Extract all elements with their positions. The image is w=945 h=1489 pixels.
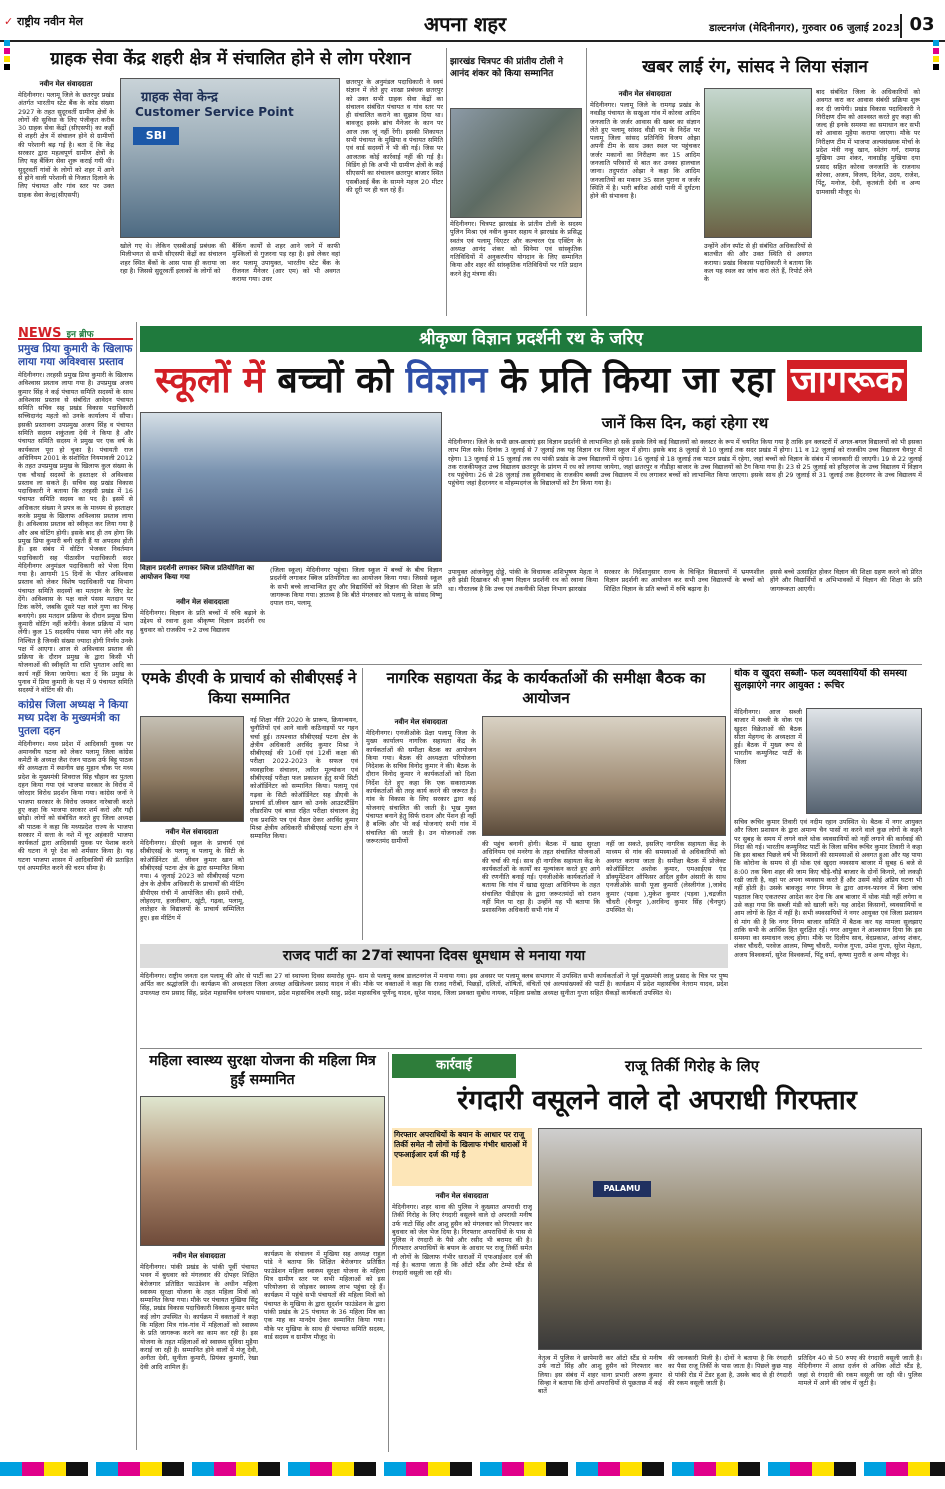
top-story-col4: छतरपुर के अनुमंडल पदाधिकारी ने स्वयं संज्ञान में लेते हुए शाखा प्रबंधक छतरपुर को उक्त सभी ग्राहक सेवा केंद्रों का संचालन संबंधित पंचायत व गांव स्तर पर ही संचालित कराने का सुझाव दिया था। बावजूद इसके ब्रांच मैनेजर के कान पर आज तक जूं नहीं रेंगी। इसकी शिकायत सभी पंचायत के मुखिया व पंचायत समिति एवं वार्ड सदस्यों ने भी की गई। जिस पर आजतक कोई कार्रवाई नहीं की गई है। विडिंग हो कि अभी भी ग्रामीण क्षेत्रों के कई सीएसपी का संचालन छतरपुर बाजार स्थित एसबीआई बैंक के सामने महज 20 मीटर की दूरी पर ही चल रहे हैं। xyxy=(346,78,443,194)
crime-subhead xyxy=(392,1128,532,1186)
color-col1: मेदिनीनगर। पलामू जिले के रामगढ़ प्रखंड के नवडीह पंचायत के सखुआ गांव में कोरवा आदिम जनजाति के जर्जर आवास की खबर का संज्ञान लेते हुए पलामू सांसद वीडी राम के निर्देश पर पलामू जिला सांसद प्रतिनिधि विजय ओझा अपनी टीम के साथ उक्त स्थल पर पहुंचकर जर्जर मकानों का निरीक्षण कर 15 आदिम जनजाति परिवारों से बात कर उनका हालचाल जाना। तदुपरांत ओझा ने कहा कि आदिम जनजातियों का मकान 35 साल पुराना व जर्जर स्थिति में है। भारी बारिश आंधी पानी में दुर्घटना होने की संभावना है। xyxy=(590,101,700,201)
traders-text1: मेदिनीनगर। आज सब्जी बाजार में सब्जी के थोक एवं खुदरा विक्रेताओं की बैठक सीता मेहगन्द के अध्यक्षता में हुई। बैठक में मुख्य रूप से भारतीय कम्युनिस्ट पार्टी के जिला xyxy=(734,708,802,766)
brief2-text: मेदिनीनगर। मध्य प्रदेश में आदिवासी युवक पर अमानवीय घटना को लेकर पलामू जिला कांग्रेस कमेटी के अध्यक्ष जैश रंजन पाठक उर्फ बिट्टू पाठक की अध्यक्षता में स्थानीय छह मुहान चौक पर मध्य प्रदेश के मुख्यमंत्री शिवराज सिंह चौहान का पुतला दहन किया गया एवं भाजपा सरकार के विरोध में जोरदार विरोध प्रदर्शन किया गया। कांग्रेस जनों ने भाजपा सरकार के विरोध जमकर नारेबाजी करते हुए कहा कि भाजपा सरकार शर्म करो और गद्दी छोड़ो। लोगों को संबोधित करते हुए जिला अध्यक्ष श्री पाठक ने कहा कि मध्यप्रदेश राज्य के भाजपा सरकार में सत्ता के नशे में चूर अहंकारी भाजपा कार्यकर्ता द्वारा आदिवासी युवक पर पेशाब करने की घटना ने पूरे देश को शर्मसार किया है। यह घटना भाजपा शासन में आदिवासियों की प्रताड़ित एवं अपमानित करने की चरम सीमा है। xyxy=(18,739,133,873)
civic-col3: नहीं जा सकते, इसलिए नागरिक सहायता केंद्र के माध्यम से गांव की समस्याओं से अधिकारियों को अवगत कराया जाता है। समीक्षा बैठक में प्रोजेक्ट कोऑर्डिनेटर अशोक कुमार, एमआईएस एंड डॉक्यूमेंटेशन ऑफिसर अदिल हुसैन अंसारी के साथ एनजीओके साथी पूजा कुमारी (लेस्लीगंज ),जावेद कुमार (पड़वा ),मुकेश कुमार (पड़वा ),चद्रजीत चौधरी (चैनपुर ),अरविन्द कुमार सिंह (चैनपुर) उपस्थित थे। xyxy=(606,840,726,915)
mahila-photo xyxy=(140,1096,385,1246)
crime-kicker: राजू तिर्की गिरोह के लिए xyxy=(624,1057,760,1075)
mahila-col1: मेदिनीनगर। पांकी प्रखंड के पांकी पूर्वी पंचायत भवन में बुधवार को मंगलवार की दोपहर शिक्षित बेरोजगार प्रतिष्ठित फाउंडेशन के अधीन महिला स्वास्थ्य सुरक्षा योजना के तहत महिला मित्रों को सम्मानित किया गया। मौके पर पंचायत मुखिया सिंटू सिंह, प्रखंड विकास पदाधिकारी विकास कुमार समेत कई लोग उपस्थित थे। कार्यक्रम में वक्ताओं ने कहा कि महिला मित्र गांव-गांव में महिलाओं को स्वास्थ्य के प्रति जागरूक करने का काम कर रही है। इस योजना के तहत महिलाओं को स्वास्थ्य सुविधा मुहैया कराई जा रही है। सम्मानित होने वालों में मंजू देवी, अनीता देवी, सुनीता कुमारी, प्रियंका कुमारी, रेखा देवी आदि शामिल हैं। xyxy=(140,1263,258,1371)
mk-dav-headline: एमके डीएवी के प्राचार्य को सीबीएसई ने किया सम्मानित xyxy=(141,669,357,707)
schedule-title: जानें किस दिन, कहां रहेगा रथ xyxy=(601,414,769,432)
byline: नवीन मेल संवाददाता xyxy=(618,90,672,98)
top-story-col2: खोले गए थे। लेकिन एसबीआई प्रबंधक की मिलीभगत से सभी सीएसपी केंद्रों का संचालन शहर स्थित बैंकों के आस पास ही कराया जा रहा है। जिससे सुदूरवर्ती इलाकों के लोगों को xyxy=(120,242,226,275)
byline: नवीन मेल संवाददाता xyxy=(172,1252,226,1260)
crime-tag-text: कार्रवाई xyxy=(436,1058,472,1073)
brand-name: राष्ट्रीय नवीन मेल xyxy=(17,15,83,28)
village-photo xyxy=(704,88,812,238)
honor-story xyxy=(450,56,582,318)
science-banner xyxy=(140,326,922,352)
headline-part3: को xyxy=(356,360,406,401)
civic-headline: नागरिक सहायता केंद्र के कार्यकर्ताओं की समीक्षा बैठक का आयोजन xyxy=(386,669,706,707)
science-col4: सरकार के निर्देशानुसार राज्य के चिन्हित विद्यालयों में भ्रमणशील विज्ञान प्रदर्शनी का आयोजन कर सभी उच्च विद्यालयों के बच्चों को शिक्षित विज्ञान के प्रति बच्चों में रुचि बढ़ाना है। xyxy=(604,568,764,593)
print-registration-marks-right xyxy=(933,40,941,1450)
palamu-badge: PALAMU xyxy=(593,1181,651,1197)
crime-photo-text: नेतृत्व में पुलिस ने छापेमारी कर ऑटो स्टैंड से मनीष उर्फ नाटो सिंह और आशु हुसैन को गिरफ्तार कर लिया। इस संबंध में शहर थाना प्रभारी अरुण कुमार सिन्हा ने बताया कि दोनों अपराधियों से पूछताछ में कई बातें xyxy=(538,1354,662,1396)
civic-col2: की पहुंच बनानी होगी। बैठक में खाद्य सुरक्षा अधिनियम एवं मनरेगा के तहत संचालित योजनाओं की चर्चा की गई। साथ ही नागरिक सहायता केंद्र के कार्यकर्ताओं के कार्यों का मूल्यांकन करते हुए आगे की रणनीति बनाई गई। एनजीओके कार्यकर्ताओं ने बताया कि गांव में खाद्य सुरक्षा अधिनियम के तहत संचालित पीडीएस के द्वारा जरूरतमंदों को राशन नहीं मिल पा रहा है। उन्होंने यह भी बताया कि प्रशासनिक अधिकारी सभी गांव में xyxy=(482,840,600,915)
color-story xyxy=(590,56,920,318)
crime-headline: रंगदारी वसूलने वाले दो अपराधी गिरफ्तार xyxy=(457,1085,857,1116)
headline-part2: बच्चों xyxy=(277,360,357,401)
rjd-story xyxy=(140,944,728,1044)
mk-dav-story xyxy=(140,668,358,940)
color-col2: उन्होंने ऑन स्पॉट से ही संबंधित अधिकारियों से बातचीत की और उक्त स्थिति से अवगत कराया। प्रखंड विकास पदाधिकारी ने बताया कि कल यह स्थल का जांच करा लेते हैं, रिपोर्ट लेने के xyxy=(704,242,812,284)
top-story-col1: मेदिनीनगर। पलामू जिले के छतरपुर प्रखंड अंतर्गत भारतीय स्टेट बैंक के कोड संख्या 2927 के तहत सुदूरवर्ती ग्रामीण क्षेत्रों के लोगों की सुविधा के लिए पंजीकृत करीब 30 ग्राहक सेवा केंद्रों (सीएसपी) का कहीं से शहरी क्षेत्र में संचालन होने से ग्रामीणों की परेशानी बढ़ गई है। बता दें कि केंद्र सरकार द्वारा महत्वपूर्ण ग्रामीण क्षेत्रों के लिए यह बैंकिंग सेवा शुरू कराई गयी थी। सुदूरवर्ती गांवों के लोगों को शहर में आने से होने वाली परेशानी से निजात दिलाने के लिए पंचायत और गांव स्तर पर उक्त ग्राहक सेवा केन्द्र(सीएसपी) xyxy=(18,91,114,199)
honor-headline: झारखंड चित्रपट की प्रांतीय टोली ने आनंद शंकर को किया सम्मानित xyxy=(450,57,563,79)
top-story-col3: बैंकिंग कार्यों से शहर आने जाने में काफी मुश्किलों से गुजरना पड़ रहा है। इसे लेकर वहां कर पलामू उपायुक्त, भारतीय स्टेट बैंक के रीजनल मैनेजर (आर एम) को भी अवगत कराया गया। उधर xyxy=(232,242,340,284)
photo-sign-sbi: SBI xyxy=(133,127,179,145)
traders-story xyxy=(734,668,922,1044)
brief1-headline: प्रमुख प्रिया कुमारी के खिलाफ लाया गया अविश्वास प्रस्ताव xyxy=(18,343,133,368)
sbi-csp-photo xyxy=(120,78,340,238)
masthead xyxy=(0,0,945,42)
mk-dav-col2: नई शिक्षा नीति 2020 के प्रारूप, क्रियान्वयन, चुनौतियों एवं आने वाली कठिनाइयों पर गहन चर्चा हुई। तत्पश्चात सीबीएसई पटना क्षेत्र के क्षेत्रीय अधिकारी अरविंद कुमार मिश्रा ने सीबीएसई की 10वीं एवं 12वीं कक्षा की परीक्षा 2022-2023 के सफल एवं व्यवहारिक संचालन, त्वरित मूल्यांकन एवं सीबीएसई परीक्षा फल प्रकाशन हेतु सभी सिटी कोऑर्डिनेटर को सम्मानित किया। पलामू एवं गढ़वा के सिटी कोऑर्डिनेटर सह डीएवी के प्राचार्य डॉ.जीवन खान को उनके आउटस्टैंडिंग लीडरशिप एवं बाधा रहित परीक्षा संचालन हेतु एक प्रशस्ति पत्र एवं मैडल देकर अरविंद कुमार मिश्रा क्षेत्रीय अधिकारी सीबीएसई पटना क्षेत्र ने सम्मानित किया। xyxy=(250,716,358,841)
bird-icon: ✓ xyxy=(4,15,14,28)
civic-center-story xyxy=(366,668,726,940)
news-in-brief xyxy=(18,322,133,1450)
headline-part1: स्कूलों में xyxy=(155,360,278,401)
rjd-headline-bar xyxy=(140,944,728,968)
byline: नवीन मेल संवाददाता xyxy=(394,718,448,726)
byline: नवीन मेल संवाददाता xyxy=(39,80,93,88)
byline: नवीन मेल संवाददाता xyxy=(165,828,219,836)
crime-col1: मेदिनीनगर। शहर थाना की पुलिस ने कुख्यात अपराधी राजू तिर्की गिरोह के लिए रंगदारी वसूलने वाले दो अपराधी मनीष उर्फ नाटो सिंह और आशु हुसैन को मंगलवार को गिरफ्तार कर बुधवार को जेल भेज दिया है। गिरफ्तार अपराधियों के पास से पुलिस ने रंगदारी के पैसे और रसीद भी बरामद की है। गिरफ्तार अपराधियों के बयान के आधार पर राजू तिर्की समेत नौ लोगों के खिलाफ गंभीर धाराओं में एफआईआर दर्ज की गई है। बताया जाता है कि ऑटो स्टैंड और टेम्पो स्टैंड से रंगदारी वसूली जा रही थी। xyxy=(392,1203,532,1278)
rjd-text: मेदिनीनगर। राष्ट्रीय जनता दल पलामू की ओर से पार्टी का 27 वां स्थापना दिवस समारोह धूम- धाम से पलामू क्लब डालटनगंज में मनाया गया। इस अवसर पर पलामू क्लब सभागार में उपस्थित सभी कार्यकर्ताओं ने पूर्व मुख्यमंत्री लालू प्रसाद के चित्र पर पुष्प अर्पित कर श्रद्धांजलि दी। कार्यक्रम की अध्यक्षता जिला अध्यक्ष अखिलेश्वर प्रसाद यादव ने की। मौके पर वक्ताओं ने कहा कि राजद गरीबों, पिछड़ों, दलितों, शोषितों, वंचितों एवं अल्पसंख्यकों की पार्टी है। कार्यक्रम में प्रदेश महासचिव नेतराम यादव, प्रदेश उपाध्यक्ष राम प्रसाद सिंह, प्रदेश महासचिव धनंजय पासवान, प्रदेश महासचिव लक्ष्मी साहु, प्रदेश महासचिव पूर्णेन्दु यादव, सुरेश यादव, जिला प्रवक्ता सुबोध नायक, महिला प्रकोष्ठ अध्यक्ष सुनीता गुप्ता सहित सैकड़ों कार्यकर्ता उपस्थित थे। xyxy=(140,972,728,997)
crime-story xyxy=(392,1052,922,1452)
mahila-story xyxy=(140,1052,385,1452)
byline: नवीन मेल संवाददाता xyxy=(176,598,229,606)
color-bar xyxy=(0,1462,945,1476)
brief1-text: मेदिनीनगर। तरहसी प्रमुख प्रिया कुमारी के खिलाफ अविश्वास प्रस्ताव लाया गया है। उपप्रमुख अजय कुमार सिंह ने कई पंचायत समिति सदस्यों के साथ अविश्वास प्रस्ताव से संबंधित आवेदन पंचायत समिति सचिव सह प्रखंड विकास पदाधिकारी सच्चिदानंद महतो को उनके कार्यालय में सौंपा। इसकी प्रस्तावना उपप्रमुख अजय सिंह व पंचायत समिति सदस्य शकुंतला देवी ने किया है और पंचायत समिति सदस्य ने प्रमुख पर एक वर्ष के कार्यकाल पूरा हो चुका है। पंचायती राज अधिनियम 2001 के संशोधित नियमावली 2012 के तहत उपप्रमुख प्रमुख के खिलाफ कुल संख्या के एक चौथाई सदस्यों के हस्ताक्षर से अविश्वास प्रस्ताव ला सकते हैं। सचिव सह प्रखंड विकास पदाधिकारी ने बताया कि तरहसी प्रखंड में 16 पंचायत समिति सदस्य का पद है। इसमें से अधिकतर संख्या ने प्रपत्र क के माध्यम से हस्ताक्षर करके प्रमुख के खिलाफ अविश्वास प्रस्ताव लाया है। अविश्वास प्रस्ताव को स्वीकृत कर लिया गया है और अब वोटिंग होगी। इसके बाद ही तय होगा कि प्रमुख प्रिया कुमारी बनी रहती हैं या अपदस्थ होती हैं। इस संबंध में वोटिंग भेजकर निवर्तमान पदाधिकारी सह पीठासीन पदाधिकारी सदर मेदिनीनगर अनुमंडल पदाधिकारी को भेजा दिया गया है। आगामी 15 दिनों के भीतर अविश्वास प्रस्ताव को लेकर विशेष पदाधिकारी पद्य विभाग पंचायत समिति सदस्यों का मतदान के लिए डेट देंगे। अविश्वास के पक्ष वाले पंसस मतदान पर टिक करेंगे, जबकि दूसरे पक्ष वाले गुणा का चिन्ह बनाएंगे। इस मतदान प्रक्रिया के दौरान प्रमुख प्रिया कुमारी वोटिंग नहीं करेंगी। केवल प्रक्रिया में भाग लेंगी। कुल 15 सदस्यीय पंसस भाग लेंगे और यह निश्चित है जिनकी संख्या ज्यादा होगी निर्णय उनके पक्ष में आएगा। आज से अविश्वास प्रस्ताव की प्रक्रिया के दौरान प्रमुख के द्वारा किसी भी योजनाओं की स्वीकृति या राशि भुगतान आदि का कार्य नहीं किया जायेगा। बता दें कि प्रमुख के पुनाव में प्रिया कुमारी के पक्ष में 9 पंचायत समिति सदस्यों ने वोटिंग की थी। xyxy=(18,371,133,695)
honor-photo xyxy=(450,108,582,218)
science-col1: मेदिनीनगर। विज्ञान के प्रति बच्चों में रुचि बढ़ाने के उद्देश्य से रवाना हुआ श्रीकृष्ण विज्ञान प्रदर्शनी रथ बुधवार को राजकीय +2 उच्च विद्यालय xyxy=(140,609,265,634)
schedule-box xyxy=(448,412,922,554)
print-registration-marks xyxy=(4,40,12,1450)
crime-col3: प्रतिदिन 40 से 50 रुपए की रंगदारी वसूली जाती है। मेदिनीनगर में आधा दर्जन से अधिक ऑटो स्टैंड है, जहां से रंगदारी की रकम वसूली जा रही थी। पुलिस मामले में आगे की जांच में जुटी है। xyxy=(798,1354,922,1387)
brand-logo xyxy=(4,14,164,34)
science-col2: (जिला स्कूल) मेदिनीनगर पहुंचा। जिला स्कूल में बच्चों के बीच विज्ञान प्रदर्शनी लगाकर क्विज प्रतियोगिता का आयोजन किया गया। जिससे स्कूल के सभी बच्चे लाभान्वित हुए और विद्यार्थियों को विज्ञान की शिक्षा के प्रति जागरूक किया गया। ज्ञातव्य है कि बीते मंगलवार को पलामू के सांसद विष्णु दयाल राम, पलामू xyxy=(270,566,442,608)
page-number: 03 xyxy=(900,14,942,38)
traders-headline: थोक व खुदरा सब्जी- फल व्यवसायियों की समस्या सुलझाएंगे नगर आयुक्त : रूचिर xyxy=(734,668,907,691)
crime-tag xyxy=(392,1054,516,1078)
top-story xyxy=(18,48,443,318)
section-title: अपना शहर xyxy=(423,12,507,36)
crime-photo xyxy=(538,1128,922,1350)
mk-dav-col1: मेदिनीनगर। डीएवी स्कूल के प्राचार्य एवं सीबीएसई के पलामू व पलामू के सिटी के कोऑर्डिनेटर डॉ. जीवन कुमार खान को सीबीएसई पटना क्षेत्र के द्वारा सम्मानित किया गया। 4 जुलाई 2023 को सीबीएसई पटना क्षेत्र के क्षेत्रीय अधिकारी के प्राचार्यों की मीटिंग डीपीएस रांची में आयोजित की। इसमें रांची, लोहरदगा, हजारीबाग, खूंटी, गढ़वा, पलामू, लातेहार के विद्यालयों के प्राचार्य सम्मिलित हुए। इस मीटिंग में xyxy=(140,839,244,922)
science-col5: इससे बच्चे उत्साहित होकर विज्ञान की शिक्षा ग्रहण करने को प्रेरित होंगे और विद्यार्थियों व अभिभावकों में विज्ञान की शिक्षा के प्रति जागरूकता आएगी। xyxy=(770,568,922,593)
crime-col2: की जानकारी मिली है। दोनों ने बताया है कि रंगदारी का पैसा राजू तिर्की के पास जाता है। पिछले कुछ माह से पांकी रोड में टेंडर हुआ है, उसके बाद से ही रंगदारी की रकम वसूली जाती है। xyxy=(668,1354,792,1387)
science-headline xyxy=(140,356,922,408)
banner-text: श्रीकृष्ण विज्ञान प्रदर्शनी रथ के जरिए xyxy=(419,329,643,349)
color-col3: बाद संबंधित जिला के अधिकारियों को अवगत करा कर आवास संबंधी प्रक्रिया शुरू कर दी जायेगी। प्रखंड विकास पदाधिकारी ने निरीक्षण दीम को आश्वस्त करते हुए कहा की जल्द ही इनके समस्या का समाधान कर सभी को आवास मुहैया कराया जाएगा। मौके पर निरीक्षण टीम में भाजपा अल्पसंख्यक मोर्चा के प्रदेश मंत्री नन्हू खान, स्वेतंग गर्ग, रामगढ़ मुखिया उमा शंकर, नावाडीह मुखिया दया प्रसाद सहित कोरवा जनजाति के राजनाथ कोरवा, अजय, विजय, दिनेश, उदय, राजेश, पिंटू, मनोज, देवी, कृतवंती देवी व अन्य ग्रामवासी मौजूद थे। xyxy=(816,88,920,196)
photo-sign-english: Customer Service Point xyxy=(135,105,294,119)
civic-meeting-photo xyxy=(482,716,726,836)
top-story-headline: ग्राहक सेवा केंद्र शहरी क्षेत्र में संचालित होने से लोग परेशान xyxy=(50,49,411,69)
photo-sign-hindi: ग्राहक सेवा केन्द्र xyxy=(141,90,218,105)
civic-col1: मेदिनीनगर। एनजीओके प्रेक्षा पलामू जिला के मुख्य कार्यालय नागरिक सहायता केंद्र के कार्यकर्ताओं की समीक्षा बैठक का आयोजन किया गया। बैठक की अध्यक्षता परियोजना निदेशक के सचिव विनोद कुमार ने की। बैठक के दौरान विनोद कुमार ने कार्यकर्ताओं को दिशा निर्देश देते हुए कहा कि एक सकारात्मक कार्यकर्ताओं की तरह कार्य करने की जरूरत है। गांव के विकास के लिए सरकार द्वारा कई योजनाएं संचालित की जाती है। भूख मुक्त पंचायत बनाने हेतु सिर्फ राशन और पेंशन ही नहीं है बल्कि और भी कई योजनाएं सभी गांव में संचालित की जाती है। उन योजनाओं तक जरूरतमंद ग्रामीणों xyxy=(366,729,476,845)
science-photo-caption: विज्ञान प्रदर्शनी लगाकर क्विज प्रतियोगिता का आयोजन किया गया xyxy=(140,564,255,581)
mahila-headline: महिला स्वास्थ्य सुरक्षा योजना की महिला मित्र हुईं सम्मानित xyxy=(149,1053,376,1088)
mahila-col2: कार्यक्रम के संचालन में मुखिया सह अध्यक्ष राहुल पांडे ने बताया कि शिक्षित बेरोजगार प्रतिष्ठित फाउंडेशन महिला स्वास्थ्य सुरक्षा योजना के महिला मित्र ग्रामीण स्तर पर सभी महिलाओं को इस परियोजना से जोड़कर स्वास्थ्य लाभ पहुंचा रहे हैं। कार्यक्रम में पहुंचे सभी पंचायतों की महिला मित्रों को पंचायत के मुखिया के द्वारा सुदर्शन फाउंडेशन के द्वारा पांकी प्रखंड के 25 पंचायत के 36 महिला मित्र का एक माह का मानदेय देकर सम्मानित किया गया। मौके पर मुखिया के साथ ही पंचायत समिति सदस्य, वार्ड सदस्य व ग्रामीण मौजूद थे। xyxy=(264,1250,385,1341)
brief2-headline: कांग्रेस जिला अध्यक्ष ने किया मध्य प्रदेश के मुख्यमंत्री का पुतला दहन xyxy=(18,698,128,737)
crime-subhead-text: गिरफ्तार अपराधियों के बयान के आधार पर राजू तिर्की समेत नौ लोगों के खिलाफ गंभीर धाराओं में एफआईआर दर्ज की गई है xyxy=(394,1130,527,1159)
news-sublabel: इन ब्रीफ xyxy=(66,330,94,340)
headline-part6: जागरूक xyxy=(787,360,907,401)
dateline: डाल्टनगंज (मेदिनीनगर), गुरुवार 06 जुलाई 2023 xyxy=(709,23,900,34)
traders-text2: सचिव रूचिर कुमार तिवारी एवं नदीम रहान उपस्थित थे। बैठक में नगर आयुक्त और जिला प्रशासन के द्वारा अमान्य चैन पासों ना करने वाले कुछ लोगों के कहने पर सुबह के समय में लगने वाले थोक व्यवसायियों को नहीं लगाने की कार्रवाई की निंदा की गई। भारतीय कम्युनिस्ट पार्टी के जिला सचिव रूचिर कुमार तिवारी ने कहा कि इस बाबत पिछले वर्ष भी किसानों की सामस्याओं से अवगत हुआ और यह पाया कि कोरोना के समय से ही थोक एवं खुदरा व्यवसाय बाजार में सुबह 6 बजे से 8:00 तक बिना शहर की जाम किए चौड़े-चौड़े बाजार के दोनों किनारे, जो लकड़ी रखी जाती है, वहां पर अपना व्यवसाय करते हैं और उसमें कोई अप्रिय घटना भी नहीं होती है। उसके बावजूद नगर निगम के द्वारा आनन-फानन में बिना जांच पड़ताल किए एकतरफा आदेश कर देना कि अब बाजार में थोक मंडी नहीं लगेगा व उसे कहा गया कि सब्जी मंडी को खाली करें। यह आदेश किसानों, व्यवसायियों व आम लोगों के हित में नहीं है। सभी व्यवसायियों ने नगर आयुक्त एवं जिला प्रशासन से मांग की है कि नगर निगम बाजार समिति में बैठक कर यह मामला सुलझाए ताकि सभी के आर्थिक हित सुरक्षित रहें। नगर आयुक्त ने आश्वासन दिया कि इस समस्या का समाधान जल्द होगा। मौके पर दिलीप साव, वेदप्रकाश, आंनद शंकर, शंकर चौधरी, परवेज आलम, विष्णु चौधरी, मनोज गुप्ता, उमेश गुप्ता, सुरेश मेहता, अजय विश्वकर्मा, सुरेश विश्वकर्मा, पिंटू वर्मा, कृष्णा मुरारी व अन्य मौजूद थे। xyxy=(734,818,922,959)
byline: नवीन मेल संवाददाता xyxy=(435,1192,489,1200)
mk-dav-photo xyxy=(140,716,244,822)
schedule-text: मेदिनीनगर। जिले के सभी छात्र-छात्राएं इस विज्ञान प्रदर्शनी से लाभान्वित हो सकें इसके लिये कई विद्यालयों को क्लस्टर के रूप में चयनित किया गया है ताकि इन क्लस्टरों में अगल-बगल विद्यालयों को भी इसका लाभ मिल सके। दिनांक 3 जुलाई से 7 जुलाई तक यह विज्ञान रथ जिला स्कूल में होगा। इसके बाद 8 जुलाई से 10 जुलाई तक सदर प्रखंड में होगा। 11 व 12 जुलाई को राजकीय उच्च विद्यालय चैनपुर में रहेगा। 13 जुलाई से 15 जुलाई तक रथ पांकी प्रखंड के उच्च विद्यालयों में रहेगा। 16 जुलाई से 18 जुलाई तक पाटन प्रखंड में रहेगा, जहां बच्चों को विज्ञान के संबंध में जानकारी दी जाएगी। 19 से 22 जुलाई तक राजकीयकृत उच्च विद्यालय छतरपुर के प्रांगण में रथ को लगाया जायेगा, जहां छतरपुर व नौडीहा बाजार के उच्च विद्यालयों को टैग किया गया है। 23 से 25 जुलाई को हरिहरगंज के उच्च विद्यालय में विज्ञान रथ पहुंचेगा। 26 से 28 जुलाई तक हुसैनाबाद के राजकीय बक्सी उच्च विद्यालय में रथ लगाकर बच्चों को लाभान्वित किया जाएगा। इसके साथ ही 29 जुलाई से 31 जुलाई तक हैदरनगर के उच्च विद्यालय में पहुंचेगा जहां हैदरनगर व मोहम्मदगंज के विद्यालयों को टैग किया गया है। xyxy=(448,438,922,488)
honor-text: मेदिनीनगर। चित्रपट झारखंड के प्रांतीय टोली के सदस्य पुलिन मिश्रा एवं नवीन कुमार सहाय ने झारखंड के प्रसिद्ध स्वतंत्र एवं पलामू थिएटर और कल्चरल एंड एक्टिंग के अध्यक्ष आनंद शंकर को सिनेमा एवं सांस्कृतिक गतिविधियों में अनुकरणीय योगदान के लिए सम्मानित किया और शहर की सांस्कृतिक गतिविधियों पर गति प्रदान करने हेतु मंत्रणा की। xyxy=(450,220,582,278)
headline-part4: विज्ञान xyxy=(405,360,488,401)
science-col3: उपायुक्त आंजनेयुलु दोड्डे, पांकी के विधायक शशिभूषण मेहता ने हरी झंडी दिखाकर श्री कृष्ण विज्ञान प्रदर्शनी रथ को रवाना किया था। गौरतलब है कि उच्च एवं तकनीकी शिक्षा निभाग झारखंड xyxy=(448,568,598,593)
news-label: NEWS xyxy=(18,326,62,341)
traders-photo xyxy=(806,708,922,814)
science-rath-photo xyxy=(140,412,442,562)
headline-part5: के प्रति किया जा रहा xyxy=(487,360,787,401)
color-headline: खबर लाई रंग, सांसद ने लिया संज्ञान xyxy=(642,57,868,77)
rjd-headline: राजद पार्टी का 27वां स्थापना दिवस धूमधाम से मनाया गया xyxy=(282,948,586,964)
